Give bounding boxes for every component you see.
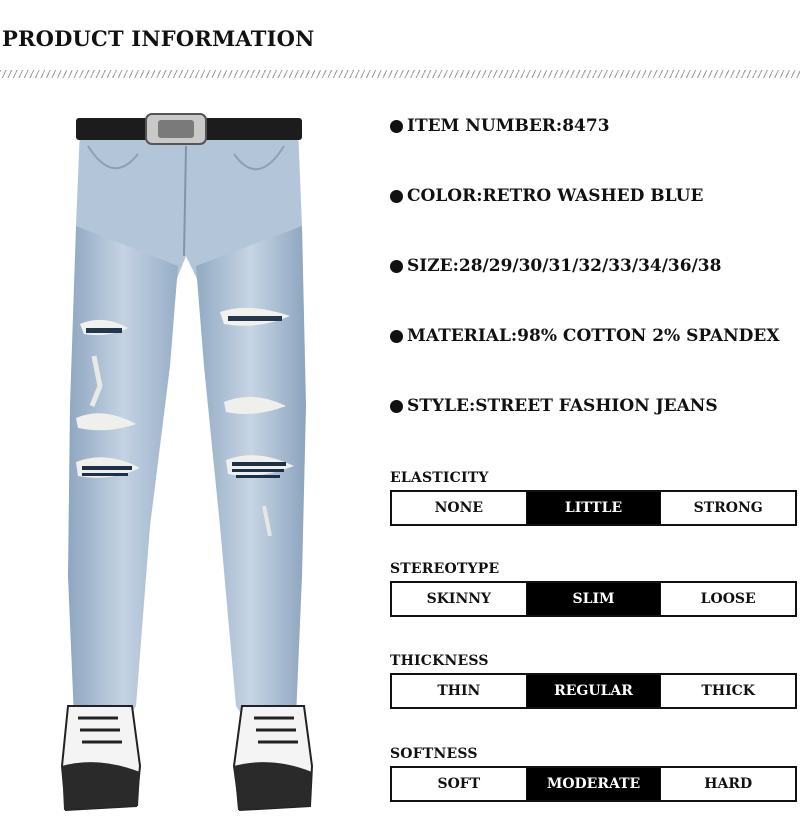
attribute-option-selected: MODERATE	[527, 768, 662, 800]
attribute-scale	[390, 766, 797, 802]
attribute-label: ELASTICITY	[390, 470, 489, 486]
attribute-elasticity	[390, 470, 797, 526]
attribute-option: SKINNY	[392, 583, 527, 615]
info-text: STYLE:STREET FASHION JEANS	[407, 396, 718, 416]
attribute-scale	[390, 581, 797, 617]
attribute-option-selected: LITTLE	[527, 492, 662, 524]
bullet-icon	[390, 120, 403, 133]
attribute-option: STRONG	[661, 492, 795, 524]
info-text: MATERIAL:98% COTTON 2% SPANDEX	[407, 326, 780, 346]
info-text: SIZE:28/29/30/31/32/33/34/36/38	[407, 256, 722, 276]
product-image	[58, 106, 330, 818]
bullet-icon	[390, 400, 403, 413]
bullet-icon	[390, 330, 403, 343]
attribute-option: LOOSE	[661, 583, 795, 615]
bullet-icon	[390, 260, 403, 273]
info-item-size	[390, 256, 721, 276]
attribute-option: SOFT	[392, 768, 527, 800]
attribute-option: THICK	[661, 675, 795, 707]
attribute-softness	[390, 746, 797, 802]
info-item-number	[390, 116, 610, 136]
page-title: PRODUCT INFORMATION	[2, 26, 315, 51]
attribute-label: THICKNESS	[390, 653, 489, 669]
info-item-material	[390, 326, 780, 346]
header-divider	[0, 70, 800, 78]
info-item-style	[390, 396, 718, 416]
attribute-stereotype	[390, 561, 797, 617]
attribute-option: NONE	[392, 492, 527, 524]
attribute-option-selected: REGULAR	[527, 675, 662, 707]
attribute-scale	[390, 490, 797, 526]
attribute-thickness	[390, 653, 797, 709]
attribute-option: THIN	[392, 675, 527, 707]
attribute-option: HARD	[661, 768, 795, 800]
info-text: ITEM NUMBER:8473	[407, 116, 610, 136]
attribute-option-selected: SLIM	[527, 583, 662, 615]
info-text: COLOR:RETRO WASHED BLUE	[407, 186, 704, 206]
attribute-scale	[390, 673, 797, 709]
info-item-color	[390, 186, 703, 206]
attribute-label: SOFTNESS	[390, 746, 478, 762]
attribute-label: STEREOTYPE	[390, 561, 500, 577]
bullet-icon	[390, 190, 403, 203]
